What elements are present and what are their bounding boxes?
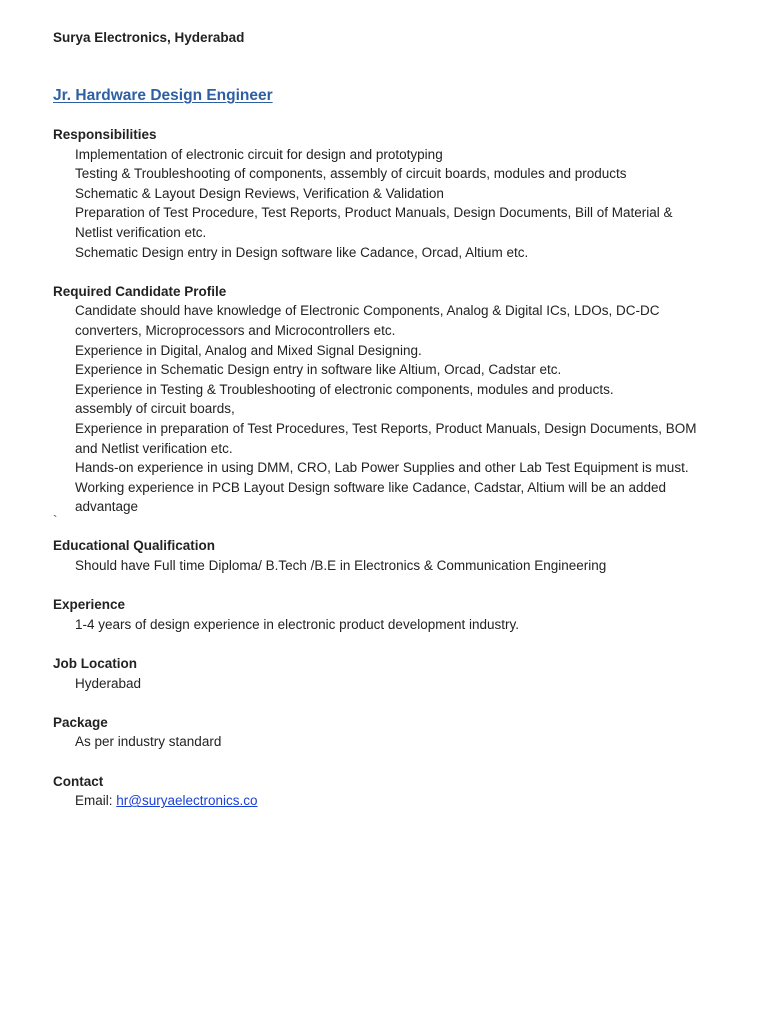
location-heading: Job Location [53,656,137,672]
profile-list [53,301,713,517]
spacer [53,634,713,654]
list-item: Experience in Schematic Design entry in software like Altium, Orcad, Cadstar etc. [75,362,562,378]
list-item: Should have Full time Diploma/ B.Tech /B.E in Electronics & Communication Engineering [75,558,607,574]
spacer [53,693,713,713]
list-item: Schematic & Layout Design Reviews, Verification & Validation [75,185,444,201]
list-item: Testing & Troubleshooting of components, assembly of circuit boards, modules and products [75,166,627,182]
list-item: Hands-on experience in using DMM, CRO, Lab Power Supplies and other Lab Test Equipment is must. [75,460,689,476]
education-list [53,556,713,576]
profile-section [53,282,713,517]
education-heading: Educational Qualification [53,538,216,554]
list-item: As per industry standard [75,734,222,750]
package-heading: Package [53,714,108,730]
contact-section [53,772,713,811]
spacer [53,262,713,282]
package-section [53,713,713,752]
list-item: Experience in Digital, Analog and Mixed Signal Designing. [75,342,422,358]
location-section [53,654,713,693]
contact-list [53,791,713,811]
email-label: Email: [75,793,117,809]
location-list [53,674,713,694]
list-item: Preparation of Test Procedure, Test Reports, Product Manuals, Design Documents, Bill of Material & Netlist verification etc. [75,205,673,240]
experience-heading: Experience [53,597,126,613]
responsibilities-section [53,125,713,262]
job-title-link[interactable]: Jr. Hardware Design Engineer [53,87,273,104]
company-name: Surya Electronics, Hyderabad [53,30,245,45]
stray-backtick-mark: ` [53,512,58,528]
list-item: Schematic Design entry in Design software like Cadance, Orcad, Altium etc. [75,244,529,260]
list-item: assembly of circuit boards, [75,401,235,417]
list-item: Experience in Testing & Troubleshooting of electronic components, modules and products. [75,381,614,397]
experience-section [53,595,713,634]
spacer [53,752,713,772]
list-item: 1-4 years of design experience in electronic product development industry. [75,616,519,632]
list-item: Candidate should have knowledge of Electronic Components, Analog & Digital ICs, LDOs, DC-DC converters, Microprocessors and Microcontrollers etc. [75,303,660,338]
responsibilities-heading: Responsibilities [53,127,157,142]
experience-list [53,615,713,635]
spacer [53,576,713,596]
profile-heading: Required Candidate Profile [53,283,227,299]
list-item: Hyderabad [75,675,142,691]
education-section [53,536,713,575]
list-item: Working experience in PCB Layout Design software like Cadance, Cadstar, Altium will be an added advantage [75,479,667,515]
list-item: Implementation of electronic circuit for design and prototyping [75,146,443,162]
list-item: Experience in preparation of Test Procedures, Test Reports, Product Manuals, Design Documents, BOM and Netlist verification etc. [75,420,697,456]
email-link[interactable]: hr@suryaelectronics.co [116,793,258,809]
package-list [53,732,713,752]
contact-heading: Contact [53,773,104,789]
responsibilities-list [53,145,713,263]
document-body [53,125,713,811]
contact-email-line [75,791,713,811]
